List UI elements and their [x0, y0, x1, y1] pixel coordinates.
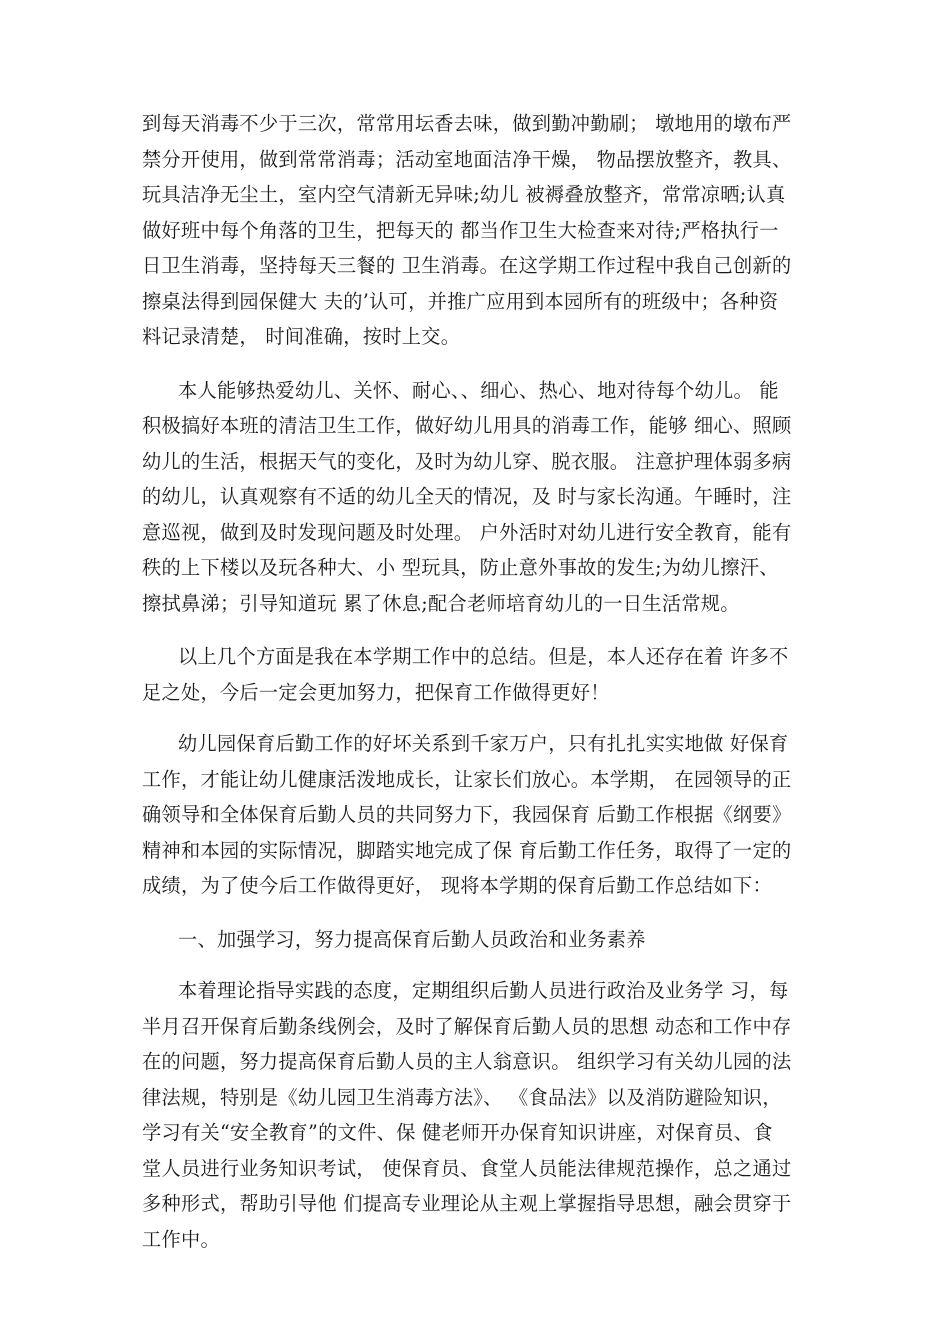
text-line: 学习有关“安全教育”的文件、保 健老师开办保育知识讲座，对保育员、食	[142, 1121, 773, 1144]
text-line: 秩的上下楼以及玩各种大、小 型玩具，防止意外事故的发生;为幼儿擦汗、	[142, 556, 779, 579]
text-line: 足之处，今后一定会更加努力，把保育工作做得更好！	[142, 680, 610, 704]
text-line: 律法规，特别是《幼儿园卫生消毒方法》、 《食品法》以及消防避险知识，	[142, 1085, 782, 1109]
text-line: 堂人员进行业务知识考试， 使保育员、食堂人员能法律规范操作，总之通过	[142, 1156, 792, 1180]
text-line: 本着理论指导实践的态度，定期组织后勤人员进行政治及业务学 习，每	[178, 979, 789, 1002]
text-line: 半月召开保育后勤条线例会，及时了解保育后勤人员的思想 动态和工作中存	[142, 1014, 792, 1038]
text-line: 成绩，为了使今后工作做得更好， 现将本学期的保育后勤工作总结如下：	[142, 874, 772, 897]
text-line: 以上几个方面是我在本学期工作中的总结。但是，本人还存在着 许多不	[178, 645, 789, 668]
text-line: 日卫生消毒，坚持每天三餐的 卫生消毒。在这学期工作过程中我自己创新的	[142, 254, 792, 277]
text-line: 擦拭鼻涕；引导知道玩 累了休息;配合老师培育幼儿的一日生活常规。	[142, 591, 740, 615]
text-line: 的幼儿，认真观察有不适的幼儿全天的情况，及 时与家长沟通。午睡时，注	[142, 485, 792, 508]
text-line: 幼儿园保育后勤工作的好坏关系到千家万户，只有扎扎实实地做 好保育	[178, 732, 789, 755]
text-line: 积极搞好本班的清洁卫生工作，做好幼儿用具的消毒工作，能够 细心、照顾	[142, 414, 792, 437]
section-heading-text: 一、加强学习，努力提高保育后勤人员政治和业务素养	[178, 927, 646, 951]
text-line: 擦桌法得到园保健大 夫的’认可，并推广应用到本园所有的班级中；各种资	[142, 289, 779, 313]
text-line: 幼儿的生活，根据天气的变化，及时为幼儿穿、脱衣服。 注意护理体弱多病	[142, 449, 792, 473]
text-line: 禁分开使用，做到常常消毒；活动室地面洁净干燥， 物品摆放整齐，教具、	[142, 147, 792, 171]
text-line: 多种形式，帮助引导他 们提高专业理论从主观上掌握指导思想，融会贯穿于	[142, 1192, 792, 1215]
paragraph-child-care	[142, 373, 832, 622]
paragraph-summary	[142, 639, 832, 710]
paragraph-study	[142, 973, 832, 1257]
text-line: 工作中。	[142, 1227, 220, 1251]
text-line: 本人能够热爱幼儿、关怀、耐心、、细心、热心、地对待每个幼儿。 能	[178, 378, 779, 402]
text-line: 工作，才能让幼儿健康活泼地成长，让家长们放心。本学期， 在园领导的正	[142, 767, 792, 791]
text-line: 在的问题，努力提高保育后勤人员的主人翁意识。 组织学习有关幼儿园的法	[142, 1050, 792, 1073]
text-line: 确领导和全体保育后勤人员的共同努力下，我园保育 后勤工作根据《纲要》	[142, 803, 792, 826]
text-line: 意巡视，做到及时发现问题及时处理。 户外活时对幼儿进行安全教育，能有	[142, 520, 792, 544]
text-line: 玩具洁净无尘土，室内空气清新无异味;幼儿 被褥叠放整齐，常常凉晒;认真	[142, 183, 786, 206]
text-line: 做好班中每个角落的卫生，把每天的 都当作卫生大检查来对待;严格执行一	[142, 218, 779, 242]
text-line: 精神和本园的实际情况，脚踏实地完成了保 育后勤工作任务，取得了一定的	[142, 838, 792, 862]
section-heading	[142, 922, 832, 958]
text-line: 料记录清楚， 时间准确，按时上交。	[142, 325, 461, 348]
paragraph-logistics-intro	[142, 726, 832, 904]
paragraph-sanitation	[142, 106, 832, 355]
text-line: 到每天消毒不少于三次，常常用坛香去味，做到勤冲勤刷； 墩地用的墩布严	[142, 112, 792, 135]
document-page	[142, 106, 832, 1257]
